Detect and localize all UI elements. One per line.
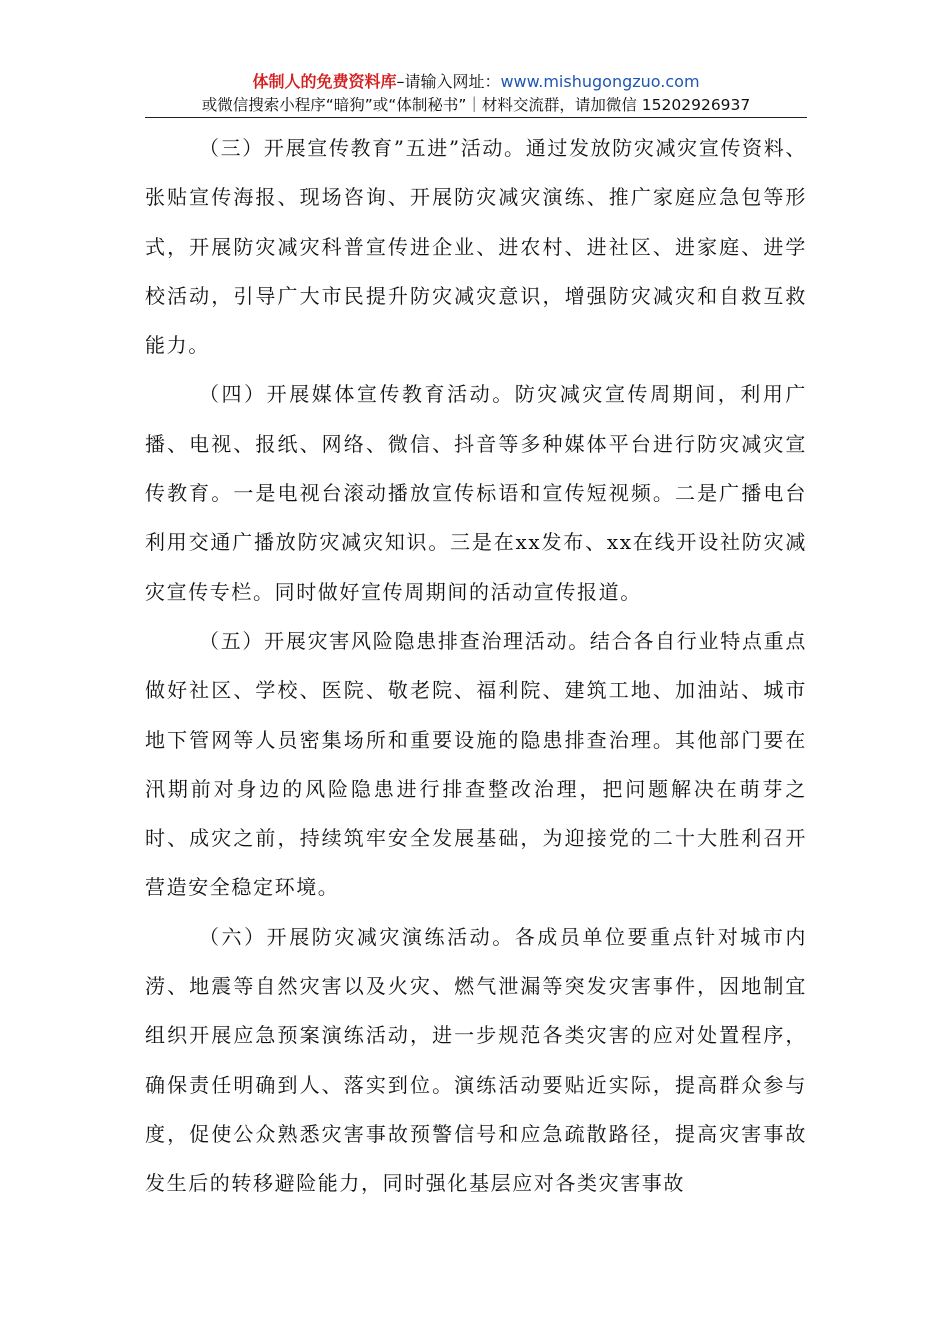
- header-line-1: [145, 70, 807, 94]
- url-prompt: –请输入网址：: [396, 72, 501, 91]
- page-header: [145, 70, 807, 116]
- paragraph-section-5: （五）开展灾害风险隐患排查治理活动。结合各自行业特点重点做好社区、学校、医院、敬老院、福利院、建筑工地、加油站、城市地下管网等人员密集场所和重要设施的隐患排查治理。其他部门要在汛期前对身边的风险隐患进行排查整改治理，把问题解决在萌芽之时、成灾之前，持续筑牢安全发展基础，为迎接党的二十大胜利召开营造安全稳定环境。: [145, 628, 807, 900]
- header-divider: [145, 117, 807, 118]
- paragraph-section-6: （六）开展防灾减灾演练活动。各成员单位要重点针对城市内涝、地震等自然灾害以及火灾、燃气泄漏等突发灾害事件，因地制宜组织开展应急预案演练活动，进一步规范各类灾害的应对处置程序，确保责任明确到人、落实到位。演练活动要贴近实际，提高群众参与度，促使公众熟悉灾害事故预警信号和应急疏散路径，提高灾害事故发生后的转移避险能力，同时强化基层应对各类灾害事故: [145, 924, 807, 1196]
- paragraph-section-4: （四）开展媒体宣传教育活动。防灾减灾宣传周期间，利用广播、电视、报纸、网络、微信、抖音等多种媒体平台进行防灾减灾宣传教育。一是电视台滚动播放宣传标语和宣传短视频。二是广播电台利用交通广播放防灾减灾知识。三是在xx发布、xx在线开设社防灾减灾宣传专栏。同时做好宣传周期间的活动宣传报道。: [145, 382, 807, 604]
- document-body: [145, 124, 807, 1209]
- paragraph-section-3: （三）开展宣传教育”五进”活动。通过发放防灾减灾宣传资料、张贴宣传海报、现场咨询、开展防灾减灾演练、推广家庭应急包等形式，开展防灾减灾科普宣传进企业、进农村、进社区、进家庭、进学校活动，引导广大市民提升防灾减灾意识，增强防灾减灾和自救互救能力。: [145, 136, 807, 358]
- site-name: 体制人的免费资料库: [252, 72, 397, 91]
- website-link[interactable]: www.mishugongzuo.com: [500, 72, 700, 91]
- header-line-2: 或微信搜索小程序“暗狗”或“体制秘书”｜材料交流群，请加微信 15202926937: [201, 96, 751, 114]
